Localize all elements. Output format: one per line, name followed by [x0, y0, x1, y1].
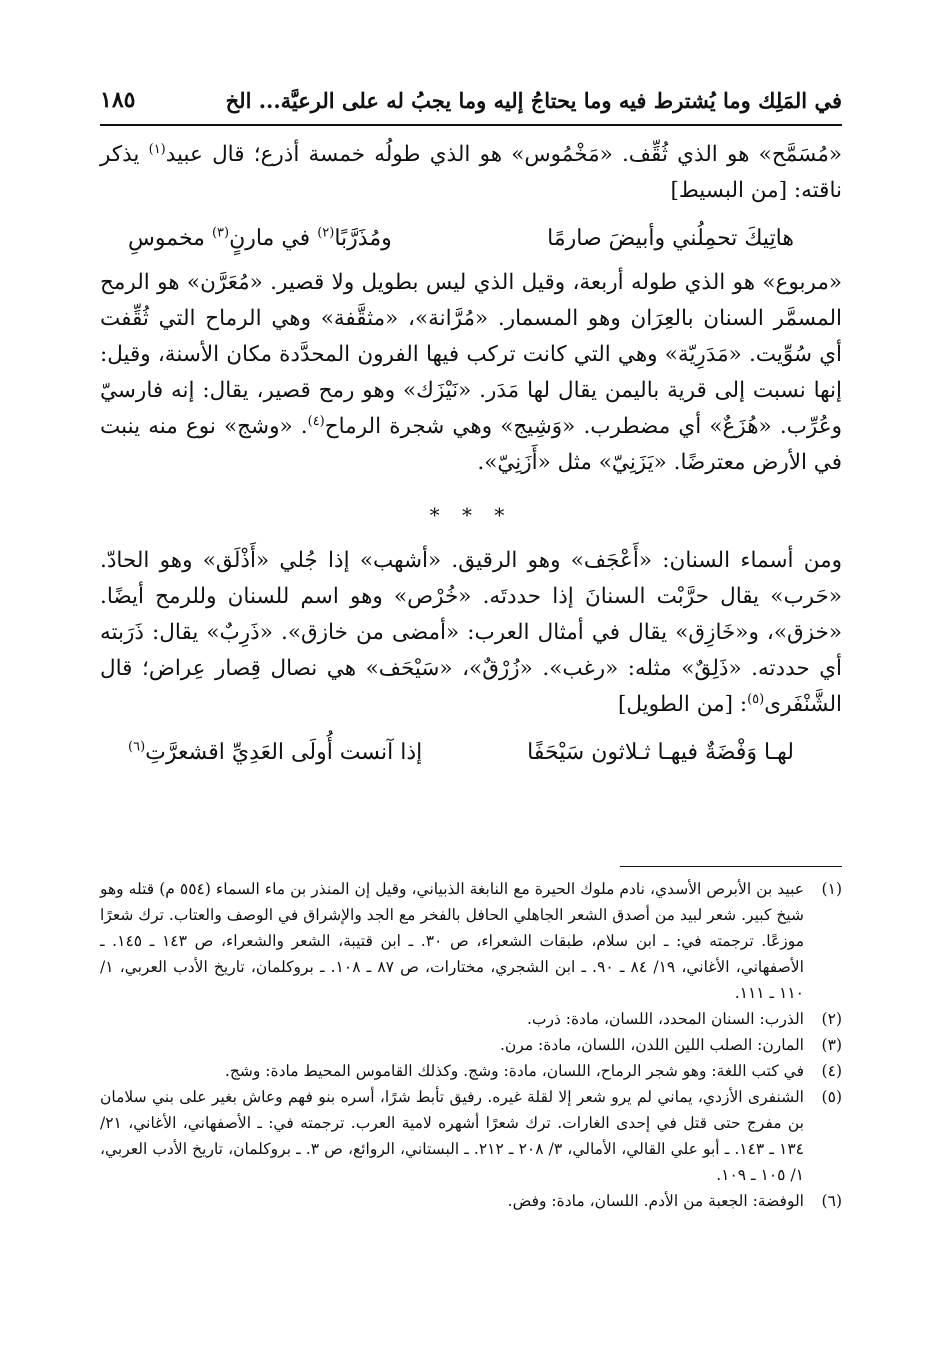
verse-1-second-hemistich: ومُذَرَّبًا$^{(٢)}$ في مارنٍ$^{(٣)}$ مخموسِ [128, 225, 392, 251]
footnote-text: عبيد بن الأبرص الأسدي، نادم ملوك الحيرة مع النابغة الذبياني، وقيل إن المنذر بن ماء السماء (٥٥٤ م) قتله وهو شيخ كبير. شعر لبيد من أصدق الشعر الجاهلي الحافل بالفخر مع الجد والإشراق في الوصف والعتاب. ترك شعرًا موزعًا. ترجمته في: ـ ابن سلام، طبقات الشعراء، ص ٣٠. ـ ابن قتيبة، الشعر والشعراء، ص ١٤٣ ـ ١٤٥. ـ الأصفهاني، الأغاني، ١٩/ ٨٤ ـ ٩٠. ـ ابن الشجري، مختارات، ص ٨٧ ـ ١٠٨. ـ بروكلمان، تاريخ الأدب العربي، ١/ ١١٠ ـ ١١١. [100, 880, 805, 1002]
footnote-text: الذرب: السنان المحدد، اللسان، مادة: ذرب. [526, 1010, 804, 1028]
footnote-number: (١) [821, 880, 842, 898]
footnote-number: (٣) [821, 1036, 842, 1054]
footnote-number: (٥) [821, 1088, 842, 1106]
footnote-number: (٤) [821, 1062, 842, 1080]
footnote-2 [100, 1006, 842, 1032]
footnote-text: الشنفرى الأزدي، يماني لم يرو شعر إلا لقلة غيره. رفيق تأبط شرًا، أسره بنو فهم وعاش بغير على بني سلامان بن مفرج حتى قتل في إحدى الغارات. ترك شعرًا أشهره لامية العرب. ترجمته في: ـ الأصفهاني، الأغاني، ٢١/ ١٣٤ ـ ١٤٣. ـ أبو علي القالي، الأمالي، ٣/ ٢٠٨ ـ ٢١٢. ـ البستاني، الروائع، ص ٣. ـ بروكلمان، تاريخ الأدب العربي، ١/ ١٠٥ ـ ١٠٩. [100, 1088, 804, 1184]
paragraph-3: ومن أسماء السنان: «أَعْجَف» وهو الرقيق. «أشهب» إذا جُلي «أَذْلَق» وهو الحادّ. «حَرب» يقال حرَّبْت السنانَ إذا حددتَه. «خُرْص» وهو اسم للسنان وللرمح أيضًا. «خزق»، و«خَازِق» يقال في أمثال العرب: «أمضى من خازق». «ذَرِبٌ» يقال: ذَرَبته أي حددته. «ذَلِقٌ» مثله: «رغب». «زُرْقٌ»، «سَيْحَف» هي نصال قِصار عِراض؛ قال الشَّنْفَرى$^{(٥)}$: [من الطويل] [100, 548, 842, 717]
paragraph-1: «مُسَمَّح» هو الذي ثُقِّف. «مَخْمُوس» هو الذي طولُه خمسة أذرع؛ قال عبيد$^{(١)}$ يذكر ناقته: [من البسيط] [100, 141, 842, 203]
footnote-5 [100, 1084, 842, 1188]
footnotes [100, 876, 842, 1214]
footnote-ref-5[interactable]: (٥) [747, 691, 765, 707]
footnote-number: (٢) [821, 1010, 842, 1028]
footnote-text: الوفضة: الجعبة من الأدم. اللسان، مادة: وفض. [507, 1192, 804, 1210]
header-rule [100, 124, 842, 126]
verse-2-first-hemistich: لهـا وَفْضَةٌ فيهـا ثـلاثون سَيْحَفًا [527, 740, 794, 765]
running-title: في المَلِك وما يُشترط فيه وما يحتاجُ إليه وما يجبُ له على الرعيَّة... الخ [225, 87, 842, 113]
footnote-1 [100, 876, 842, 1006]
footnote-ref-6[interactable]: (٦) [128, 739, 146, 755]
footnote-text: في كتب اللغة: وهو شجر الرماح، اللسان، مادة: وشج. وكذلك القاموس المحيط مادة: وشج. [224, 1062, 804, 1080]
verse-2-second-hemistich: إذا آنست أُولَى العَدِيِّ اقشعرَّتِ$^{(٦)}$ [128, 739, 423, 765]
verse-1-first-hemistich: هاتِيكَ تحمِلُني وأبيضَ صارمًا [547, 226, 794, 251]
footnote-4 [100, 1058, 842, 1084]
footnote-ref-4[interactable]: (٤) [307, 413, 325, 429]
paragraph-2: «مربوع» هو الذي طوله أربعة، وقيل الذي ليس بطويل ولا قصير. «مُعَرَّن» هو الرمح المسمَّر السنان بالعِرَان وهو المسمار. «مُرَّانة»، «مثقَّفة» وهي الرماح التي ثُقِّفت أي سُوِّيت. «مَدَرِيّة» وهي التي كانت تركب فيها الفرون المحدَّدة مكان الأسنة، وقيل: إنها نسبت إلى قرية باليمن يقال لها مَدَر. «نَيْزَك» وهو رمح قصير، يقال: إنه فارسيّ وعُرِّب. «هُزَعٌ» أي مضطرب. «وَشِيج» وهي شجرة الرماح$^{(٤)}$. «وشج» نوع منه ينبت في الأرض معترضًا. «يَزَنِيّ» مثل «أَزَنِيّ». [100, 270, 842, 475]
main-text [100, 137, 842, 779]
footnote-6 [100, 1188, 842, 1214]
running-header [100, 82, 842, 118]
section-separator: * * * [429, 503, 513, 527]
footnote-3 [100, 1032, 842, 1058]
footnote-rule [620, 866, 842, 867]
footnote-text: المارن: الصلب اللين اللدن، اللسان، مادة: مرن. [499, 1036, 804, 1054]
footnote-ref-1[interactable]: (١) [148, 141, 166, 157]
footnote-number: (٦) [821, 1192, 842, 1210]
footnote-ref-3[interactable]: (٣) [211, 225, 230, 241]
verse-1 [100, 221, 842, 257]
footnote-ref-2[interactable]: (٢) [317, 225, 335, 241]
page-number: ١٨٥ [100, 87, 136, 113]
verse-2 [100, 735, 842, 771]
